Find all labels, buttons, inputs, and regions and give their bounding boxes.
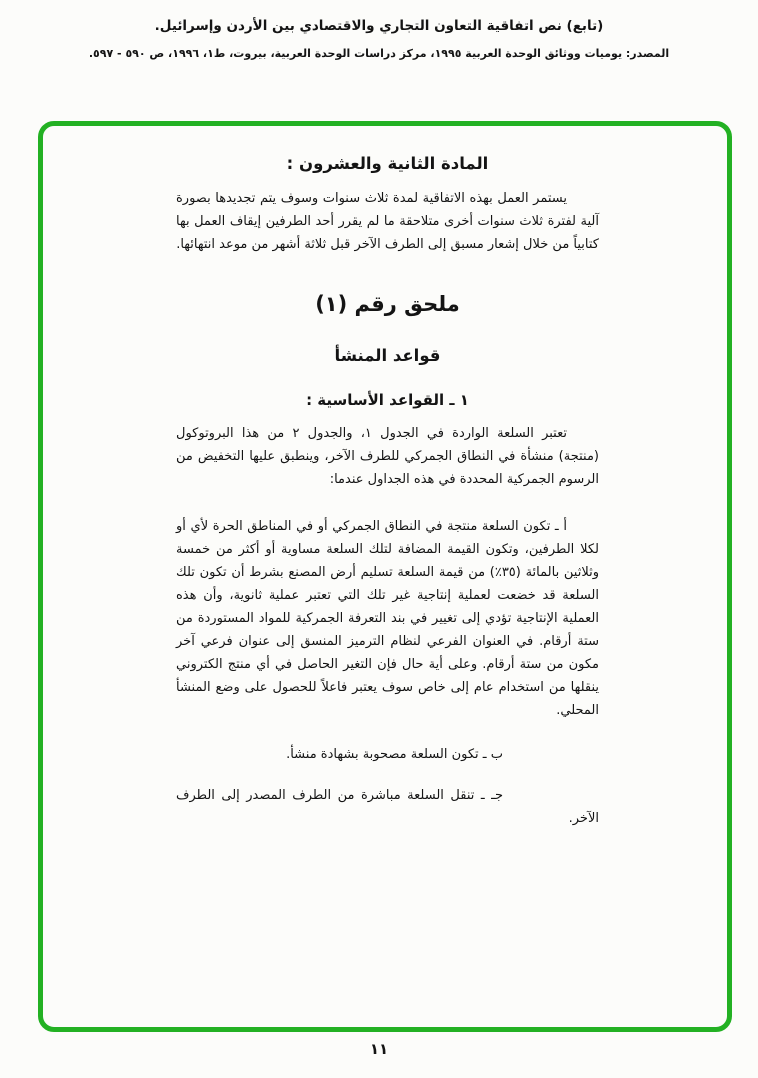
document-source-line: المصدر: يوميات ووثائق الوحدة العربية ١٩٩٥، مركز دراسات الوحدة العربية، بيروت، ط١، ١٩٩٦، ص ٥٩٠ - ٥٩٧. bbox=[88, 47, 670, 61]
document-title: (تابع) نص اتفاقية التعاون التجاري والاقتصادي بين الأردن وإسرائيل. bbox=[154, 18, 604, 34]
annex-title: ملحق رقم (١) bbox=[315, 292, 460, 316]
article-22-heading: المادة الثانية والعشرون : bbox=[286, 154, 489, 173]
basic-rules-heading: ١ ـ القواعد الأساسية : bbox=[306, 391, 469, 409]
document-header bbox=[0, 0, 758, 62]
rule-item-a: أ ـ تكون السلعة منتجة في النطاق الجمركي أو في المناطق الحرة لأي أو لكلا الطرفين، وتكون القيمة المضافة لتلك السلعة مساوية أو أكثر من خمسة وثلاثين بالمائة (٣٥٪) من قيمة السلعة تسليم أرض المصنع بشرط أن تكون تلك السلعة قد خضعت لعملية إنتاجية غير تلك التي تعتبر عملية ثانوية، وأن هذه العملية الإنتاجية تؤدي إلى تغيير في بند التعرفة الجمركية للمواد المستوردة من ستة أرقام. في العنوان الفرعي لنظام الترميز المنسق إلى عنوان فرعي آخر مكون من ستة أرقام. وعلى أية حال فإن التغير الحاصل في أي منتج الكتروني ينقلها من استخدام عام إلى خاص سوف يعتبر فاعلاً للحصول على وضع المنشأ المحلي. bbox=[176, 519, 599, 718]
framed-content bbox=[43, 126, 727, 830]
page-number: ١١ bbox=[369, 1040, 389, 1058]
rule-item-c: جـ ـ تنقل السلعة مباشرة من الطرف المصدر إلى الطرف الآخر. bbox=[176, 788, 599, 826]
page-footer bbox=[0, 1040, 758, 1058]
annex-subtitle: قواعد المنشأ bbox=[334, 346, 441, 365]
rules-intro-paragraph: تعتبر السلعة الواردة في الجدول ١، والجدول ٢ من هذا البروتوكول (منتجة) منشأة في النطاق الجمركي للطرف الآخر، وينطبق عليها التخفيض من الرسوم الجمركية المحددة في هذه الجداول عندما: bbox=[176, 426, 599, 487]
article-22-body: يستمر العمل بهذه الاتفاقية لمدة ثلاث سنوات وسوف يتم تجديدها بصورة آلية لفترة ثلاث سنوات أخرى متلاحقة ما لم يقرر أحد الطرفين إيقاف العمل بها كتابياً من خلال إشعار مسبق إلى الطرف الآخر قبل ثلاثة أشهر من موعد انتهائها. bbox=[176, 191, 599, 252]
highlight-border-box bbox=[38, 121, 732, 1032]
rule-item-b: ب ـ تكون السلعة مصحوبة بشهادة منشأ. bbox=[286, 747, 503, 762]
